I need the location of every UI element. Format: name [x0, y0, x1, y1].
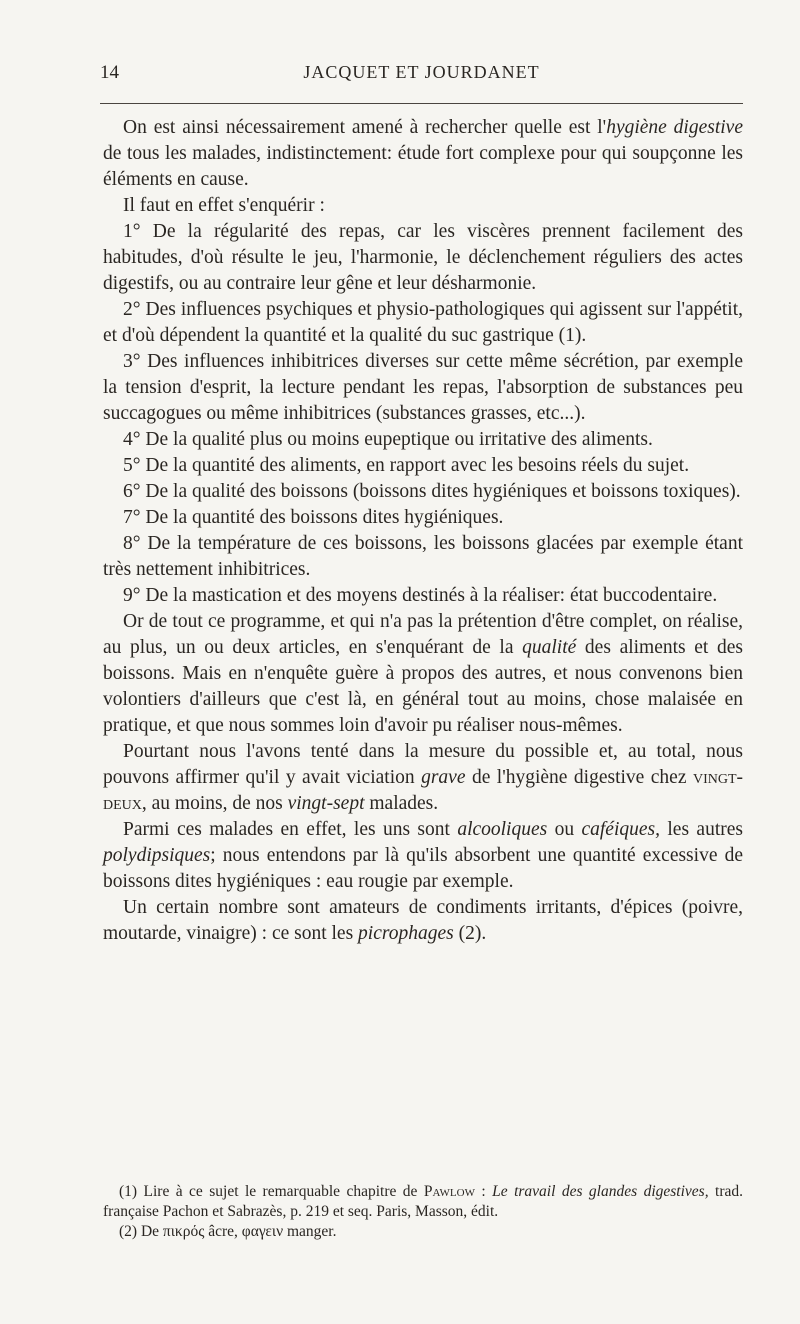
footnotes: [103, 1182, 743, 1242]
page-number: 14: [100, 62, 119, 83]
list-item: 1° De la régularité des repas, car les viscères prennent facilement des habitudes, d'où résulte le jeu, l'harmonie, le déclenchement réguliers des actes digestifs, ou au contraire leur gêne et leur désharmonie.: [103, 221, 743, 294]
paragraph: Pourtant nous l'avons tenté dans la mesure du possible et, au total, nous pouvons affirmer qu'il y avait viciation grave de l'hygiène digestive chez vingt-deux, au moins, de nos vingt-sept malades.: [103, 741, 743, 814]
list-item: 5° De la quantité des aliments, en rapport avec les besoins réels du sujet.: [123, 455, 690, 476]
paragraph: On est ainsi nécessairement amené à rechercher quelle est l'hygiène digestive de tous les malades, indistinctement: étude fort complexe pour qui soupçonne les éléments en cause.: [103, 117, 743, 190]
footnote: (2) De πικρός âcre, φαγειν manger.: [119, 1223, 337, 1240]
list-item: 7° De la quantité des boissons dites hygiéniques.: [123, 507, 504, 528]
list-item: 4° De la qualité plus ou moins eupeptique ou irritative des aliments.: [123, 429, 653, 450]
list-item: 2° Des influences psychiques et physio-pathologiques qui agissent sur l'appétit, et d'où dépendent la quantité et la qualité du suc gastrique (1).: [103, 299, 743, 346]
paragraph: Or de tout ce programme, et qui n'a pas la prétention d'être complet, on réalise, au plus, un ou deux articles, en s'enquérant de la qualité des aliments et des boissons. Mais en n'enquête guère à propos des autres, et nous convenons bien volontiers d'ailleurs que c'est là, en général tout au moins, chose malaisée en pratique, et que nous sommes loin d'avoir pu réaliser nous-mêmes.: [103, 611, 743, 736]
list-item: 9° De la mastication et des moyens destinés à la réaliser: état buccodentaire.: [123, 585, 718, 606]
body-text: [103, 115, 743, 947]
paragraph: Il faut en effet s'enquérir :: [123, 195, 325, 216]
list-item: 6° De la qualité des boissons (boissons dites hygiéniques et boissons toxiques).: [123, 481, 741, 502]
footnote: (1) Lire à ce sujet le remarquable chapitre de Pawlow : Le travail des glandes digestives, trad. française Pachon et Sabrazès, p. 219 et seq. Paris, Masson, édit.: [103, 1183, 743, 1220]
paragraph: Un certain nombre sont amateurs de condiments irritants, d'épices (poivre, moutarde, vinaigre) : ce sont les picrophages (2).: [103, 897, 743, 944]
list-item: 3° Des influences inhibitrices diverses sur cette même sécrétion, par exemple la tension d'esprit, la lecture pendant les repas, l'absorption de substances peu succagogues ou même inhibitrices (substances grasses, etc...).: [103, 351, 743, 424]
running-head: JACQUET ET JOURDANET: [303, 62, 540, 82]
list-item: 8° De la température de ces boissons, les boissons glacées par exemple étant très nettement inhibitrices.: [103, 533, 743, 580]
header-rule: [100, 103, 743, 104]
paragraph: Parmi ces malades en effet, les uns sont alcooliques ou caféiques, les autres polydipsiques; nous entendons par là qu'ils absorbent une quantité excessive de boissons dites hygiéniques : eau rougie par exemple.: [103, 819, 743, 892]
page-header: [100, 62, 743, 90]
